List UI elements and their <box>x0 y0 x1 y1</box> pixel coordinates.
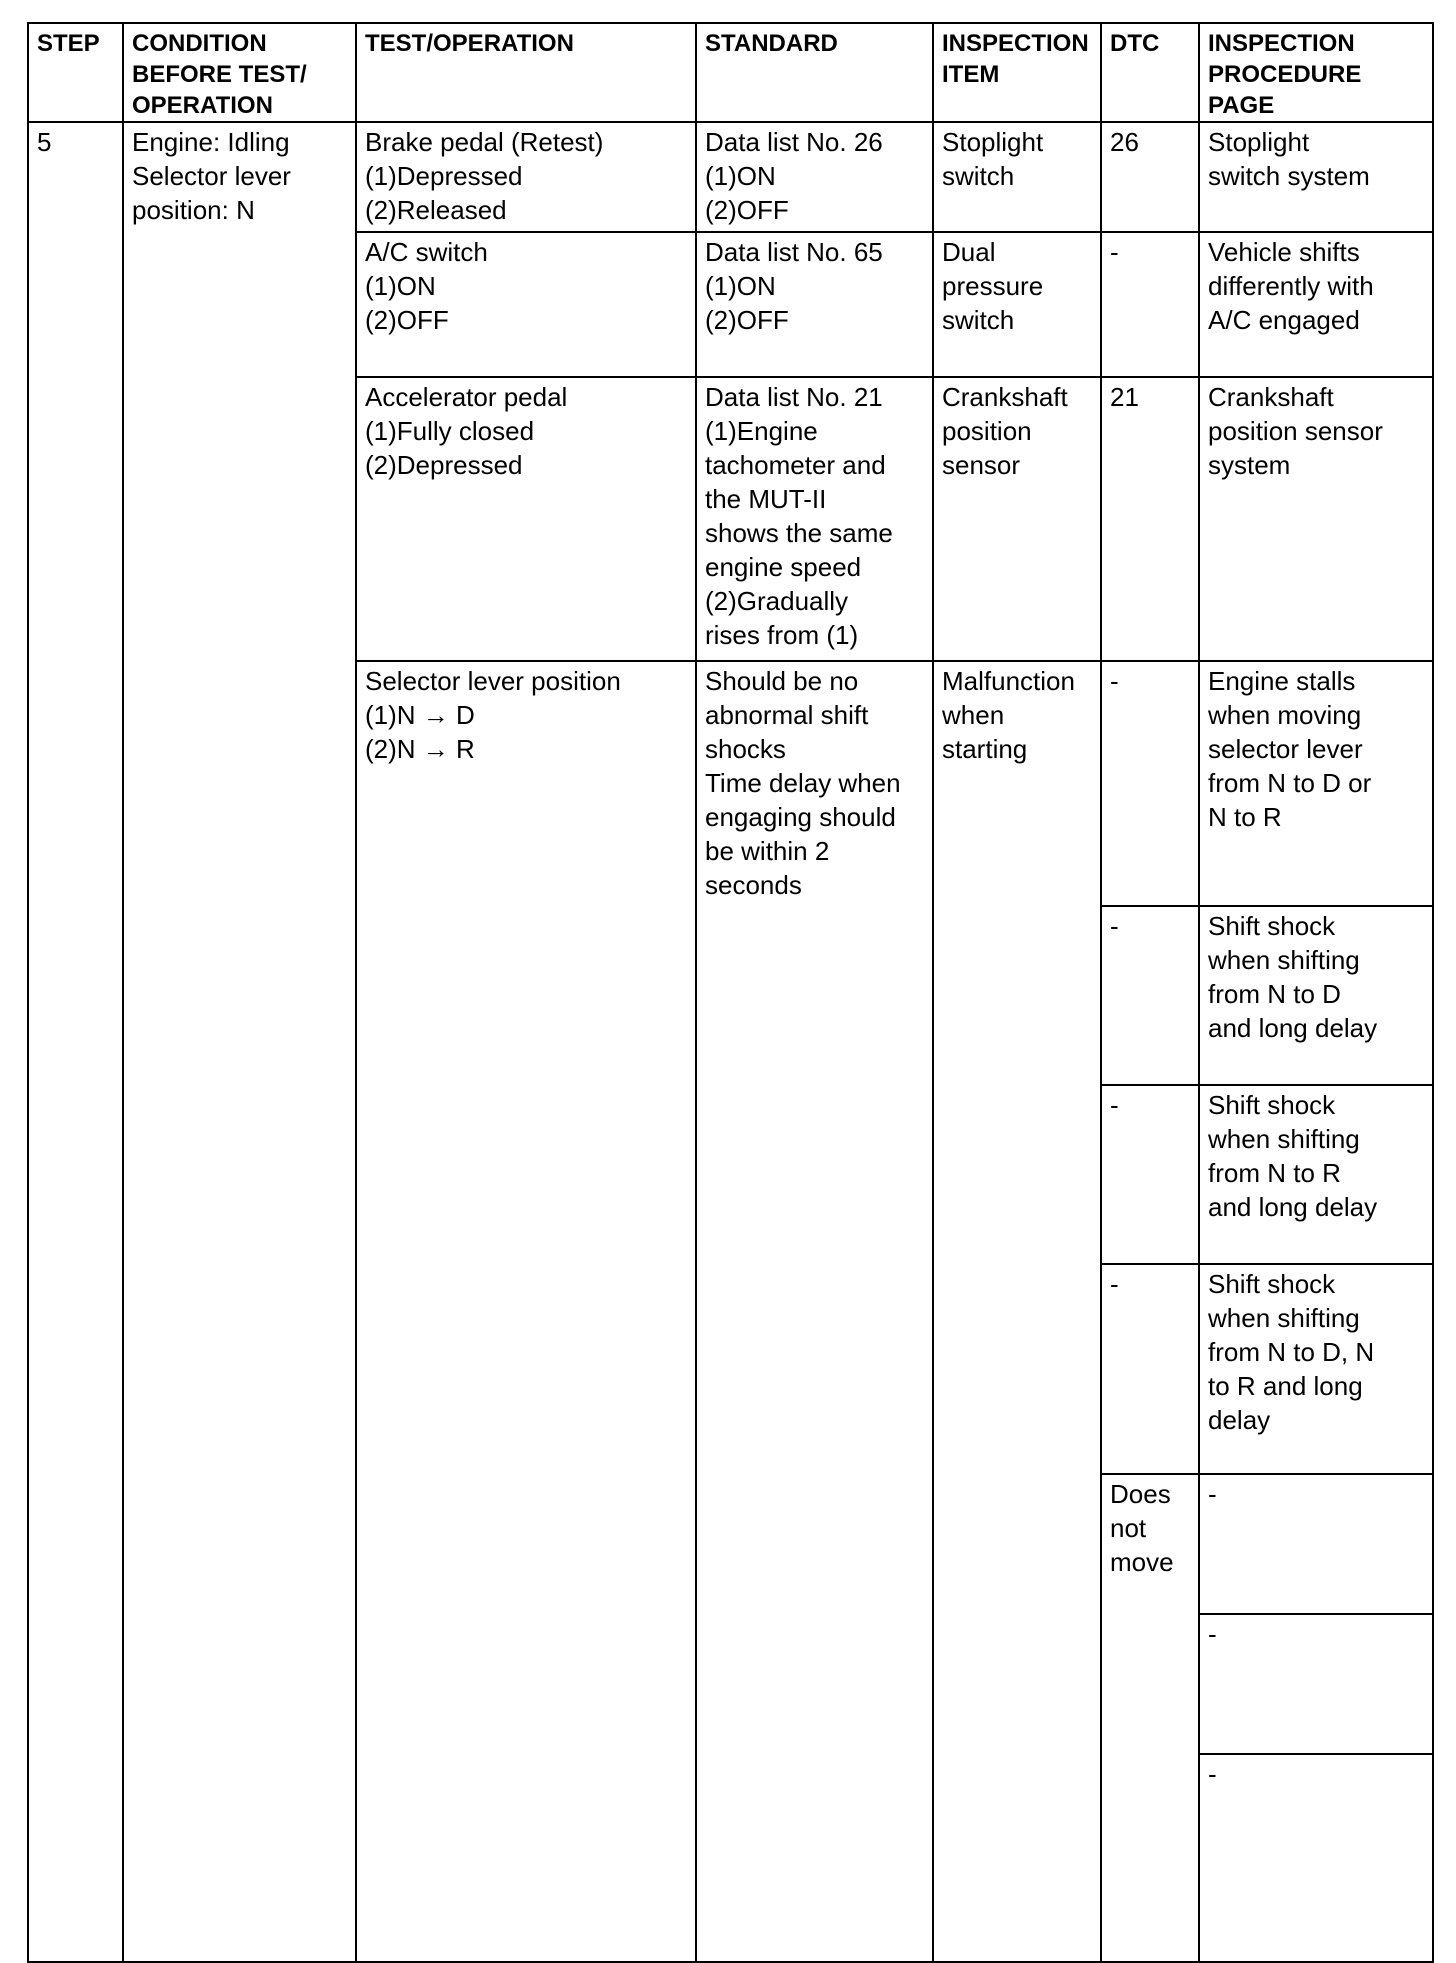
cell-line: TEST/OPERATION <box>365 30 574 57</box>
cell-line: Does not <box>1110 1479 1178 1543</box>
procedure-page-cell <box>1199 661 1433 906</box>
test-operation-cell <box>356 377 696 661</box>
cell-line: from N to D <box>1208 979 1341 1009</box>
header-inspection-item <box>933 23 1101 122</box>
cell-line: (2)Released <box>365 195 507 225</box>
cell-line: (2)Depressed <box>365 450 523 480</box>
inspection-item-cell <box>933 661 1101 1962</box>
cell-line: A/C engaged <box>1208 305 1360 335</box>
cell-line: starting <box>942 734 1028 764</box>
procedure-page-cell <box>1199 1264 1433 1474</box>
cell-line: sensor <box>942 450 1021 480</box>
procedure-page-cell <box>1199 232 1433 377</box>
cell-line: when shifting <box>1208 945 1360 975</box>
cell-line: and long delay <box>1208 1192 1378 1222</box>
cell-line: shocks <box>705 734 786 764</box>
test-operation-cell <box>356 122 696 232</box>
cell-line: Data list No. 26 <box>705 127 883 157</box>
inspection-table <box>27 22 1434 1963</box>
cell-line: STEP <box>37 30 100 57</box>
procedure-page-cell <box>1199 377 1433 661</box>
dtc-cell: - <box>1101 1085 1199 1264</box>
cell-line: system <box>1208 450 1291 480</box>
cell-line: engine speed <box>705 552 862 582</box>
cell-line: Stoplight <box>942 127 1044 157</box>
cell-line: CONDITION <box>132 30 267 57</box>
cell-line: Time delay when <box>705 768 901 798</box>
cell-line: switch <box>942 305 1015 335</box>
cell-line: move <box>1110 1547 1174 1577</box>
cell-line: Data list No. 65 <box>705 237 883 267</box>
cell-line: delay <box>1208 1405 1271 1435</box>
cell-line: Selector lever <box>132 161 291 191</box>
cell-line: and long delay <box>1208 1013 1378 1043</box>
cell-line: abnormal shift <box>705 700 869 730</box>
header-dtc <box>1101 23 1199 122</box>
cell-line: position <box>942 416 1032 446</box>
cell-line: Crankshaft <box>942 382 1068 412</box>
cell-line: (1)Engine <box>705 416 818 446</box>
header-inspection-procedure-page <box>1199 23 1433 122</box>
cell-line: the MUT-II <box>705 484 827 514</box>
test-operation-cell <box>356 232 696 377</box>
header-row <box>28 23 1433 122</box>
cell-line: from N to D or <box>1208 768 1372 798</box>
cell-line: Engine: Idling <box>132 127 290 157</box>
cell-line: Crankshaft <box>1208 382 1334 412</box>
dtc-cell: - <box>1101 1264 1199 1474</box>
dtc-cell: 26 <box>1101 122 1199 232</box>
header-condition <box>123 23 356 122</box>
cell-line: Should be no <box>705 666 859 696</box>
cell-line: when shifting <box>1208 1124 1360 1154</box>
cell-line: position sensor <box>1208 416 1383 446</box>
standard-cell <box>696 122 933 232</box>
cell-line: seconds <box>705 870 802 900</box>
standard-cell <box>696 232 933 377</box>
cell-line: Data list No. 21 <box>705 382 883 412</box>
cell-line: (1)ON <box>365 271 436 301</box>
table-row <box>28 122 1433 232</box>
procedure-page-cell <box>1199 906 1433 1085</box>
cell-line: when moving <box>1208 700 1362 730</box>
cell-line: PROCEDURE <box>1208 61 1362 88</box>
standard-cell <box>696 377 933 661</box>
cell-line: tachometer and <box>705 450 886 480</box>
cell-line: BEFORE TEST/ <box>132 61 307 88</box>
cell-line: switch <box>942 161 1015 191</box>
inspection-item-cell <box>933 122 1101 232</box>
cell-line: from N to R <box>1208 1158 1341 1188</box>
cell-line: N to R <box>1208 802 1282 832</box>
header-test-operation <box>356 23 696 122</box>
cell-line: INSPECTION <box>942 30 1089 57</box>
cell-line: (2)OFF <box>705 305 789 335</box>
header-standard <box>696 23 933 122</box>
cell-line: Stoplight <box>1208 127 1310 157</box>
procedure-page-cell <box>1199 1085 1433 1264</box>
cell-line: STANDARD <box>705 30 838 57</box>
cell-line: PAGE <box>1208 92 1275 119</box>
cell-line: position: N <box>132 195 255 225</box>
dtc-cell: - <box>1199 1614 1433 1754</box>
cell-line: (2)N → R <box>365 734 475 764</box>
cell-line: Dual <box>942 237 996 267</box>
cell-line: switch system <box>1208 161 1370 191</box>
standard-cell <box>696 661 933 1962</box>
cell-line: pressure <box>942 271 1044 301</box>
dtc-cell: - <box>1199 1474 1433 1614</box>
step-number: 5 <box>28 122 123 1962</box>
cell-line: (1)N → D <box>365 700 475 730</box>
test-operation-cell <box>356 661 696 1962</box>
cell-line: OPERATION <box>132 92 273 119</box>
cell-line: (2)Gradually <box>705 586 849 616</box>
inspection-item-cell <box>933 232 1101 377</box>
cell-line: Selector lever position <box>365 666 621 696</box>
cell-line: Engine stalls <box>1208 666 1356 696</box>
cell-line: when <box>942 700 1005 730</box>
cell-line: (1)ON <box>705 161 776 191</box>
condition-before-test <box>123 122 356 1962</box>
cell-line: Shift shock <box>1208 1090 1336 1120</box>
dtc-cell: - <box>1101 232 1199 377</box>
procedure-page-cell <box>1199 122 1433 232</box>
cell-line: (1)ON <box>705 271 776 301</box>
dtc-cell: - <box>1101 906 1199 1085</box>
cell-line: from N to D, N <box>1208 1337 1375 1367</box>
cell-line: A/C switch <box>365 237 488 267</box>
cell-line: Accelerator pedal <box>365 382 568 412</box>
inspection-item-cell <box>1101 1474 1199 1962</box>
cell-line: Shift shock <box>1208 1269 1336 1299</box>
dtc-cell: - <box>1199 1754 1433 1962</box>
cell-line: Malfunction <box>942 666 1075 696</box>
cell-line: shows the same <box>705 518 893 548</box>
inspection-item-cell <box>933 377 1101 661</box>
cell-line: Brake pedal (Retest) <box>365 127 604 157</box>
cell-line: selector lever <box>1208 734 1363 764</box>
cell-line: (2)OFF <box>705 195 789 225</box>
cell-line: (1)Depressed <box>365 161 523 191</box>
cell-line: INSPECTION <box>1208 30 1355 57</box>
cell-line: (2)OFF <box>365 305 449 335</box>
cell-line: when shifting <box>1208 1303 1360 1333</box>
cell-line: Vehicle shifts <box>1208 237 1360 267</box>
cell-line: differently with <box>1208 271 1374 301</box>
header-step <box>28 23 123 122</box>
cell-line: DTC <box>1110 30 1160 57</box>
cell-line: engaging should <box>705 802 896 832</box>
cell-line: to R and long <box>1208 1371 1363 1401</box>
cell-line: ITEM <box>942 61 1000 88</box>
cell-line: (1)Fully closed <box>365 416 535 446</box>
cell-line: rises from (1) <box>705 620 859 650</box>
cell-line: be within 2 <box>705 836 830 866</box>
dtc-cell: - <box>1101 661 1199 906</box>
cell-line: Shift shock <box>1208 911 1336 941</box>
dtc-cell: 21 <box>1101 377 1199 661</box>
